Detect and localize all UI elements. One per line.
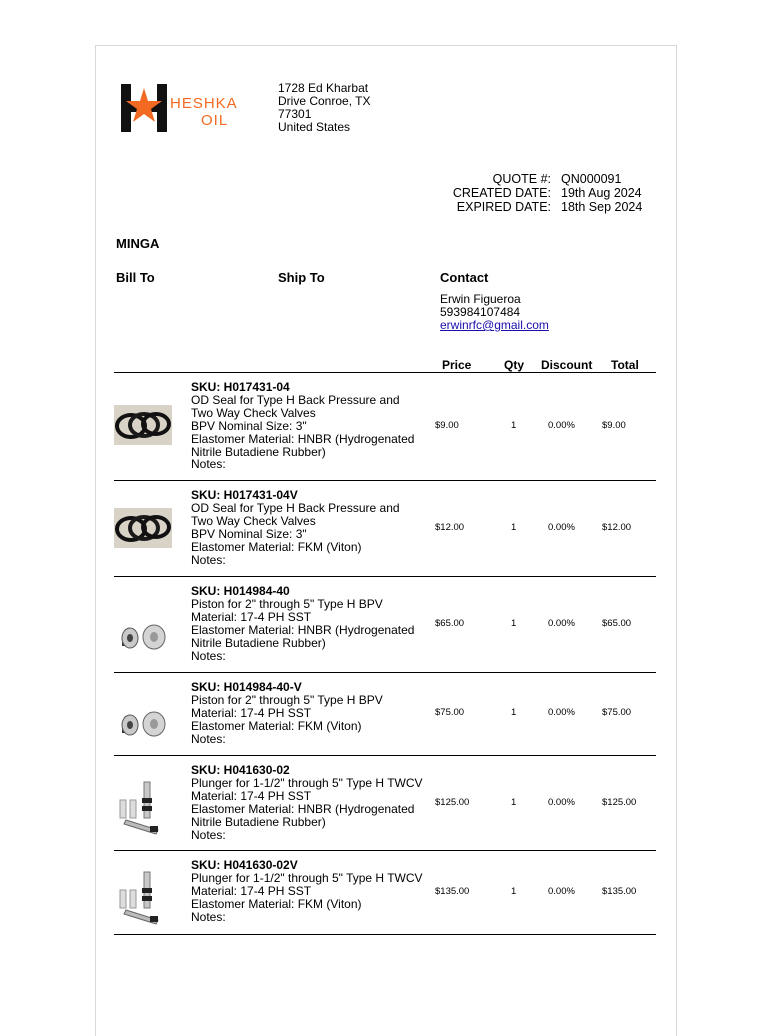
product-detail-line: OD Seal for Type H Back Pressure and [191,392,400,407]
product-description [191,764,431,841]
svg-text:OIL: OIL [201,112,229,129]
line-item-row [114,576,656,673]
product-detail-line: Elastomer Material: HNBR (Hydrogenated [191,622,415,637]
item-discount: 0.00% [548,707,575,718]
item-price: $135.00 [435,886,470,897]
product-description [191,381,431,471]
product-description [191,859,431,924]
product-detail-line: Notes: [191,457,226,472]
item-total: $65.00 [602,618,632,629]
product-sku: SKU: H014984-40 [191,584,290,598]
product-detail-line: Notes: [191,552,226,567]
ship-to-heading: Ship To [278,270,325,285]
product-detail-line: Material: 17-4 PH SST [191,883,312,898]
product-detail-line: OD Seal for Type H Back Pressure and [191,500,400,515]
product-detail-line: Elastomer Material: FKM (Viton) [191,718,362,733]
product-image [114,616,172,656]
line-item-row [114,672,656,756]
item-qty: 1 [511,420,517,431]
product-detail-line: Piston for 2" through 5" Type H BPV [191,596,383,611]
price-header: Price [442,358,472,372]
item-qty: 1 [511,797,517,808]
line-item-row [114,372,656,481]
item-discount: 0.00% [548,797,575,808]
item-discount: 0.00% [548,886,575,897]
product-detail-line: Elastomer Material: HNBR (Hydrogenated [191,801,415,816]
product-detail-line: Plunger for 1-1/2" through 5" Type H TWCV [191,775,423,790]
product-sku: SKU: H041630-02 [191,763,290,777]
product-description [191,585,431,662]
product-image [114,868,172,908]
line-item-row [114,850,656,935]
product-detail-line: Notes: [191,648,226,663]
product-detail-line: Notes: [191,909,226,924]
product-image [114,405,172,445]
item-price: $9.00 [435,420,459,431]
product-detail-line: Notes: [191,827,226,842]
product-image [114,703,172,743]
item-qty: 1 [511,618,517,629]
product-description [191,489,431,566]
product-detail-line: Two Way Check Valves [191,405,316,420]
product-detail-line: Material: 17-4 PH SST [191,705,312,720]
product-detail-line: Material: 17-4 PH SST [191,609,312,624]
item-total: $9.00 [602,420,626,431]
product-image [114,778,172,818]
product-detail-line: Plunger for 1-1/2" through 5" Type H TWCV [191,870,423,885]
product-detail-line: Material: 17-4 PH SST [191,788,312,803]
company-address: 1728 Ed Kharbat Drive Conroe, TX 77301 United States [278,81,371,134]
product-detail-line: Elastomer Material: FKM (Viton) [191,539,362,554]
line-item-row [114,755,656,851]
heshka-oil-logo [121,84,261,134]
item-total: $75.00 [602,707,632,718]
item-qty: 1 [511,886,517,897]
item-price: $65.00 [435,618,465,629]
product-detail-line: Elastomer Material: HNBR (Hydrogenated [191,431,415,446]
customer-name: MINGA [116,236,160,251]
item-price: $75.00 [435,707,465,718]
bill-to-heading: Bill To [116,270,155,285]
qty-header: Qty [504,358,525,372]
product-sku: SKU: H014984-40-V [191,680,302,694]
product-detail-line: Nitrile Butadiene Rubber) [191,444,326,459]
quote-meta: QUOTE #: QN000091 CREATED DATE: 19th Aug 2024 EXPIRED DATE: 18th Sep 2024 [452,172,643,214]
item-total: $12.00 [602,522,632,533]
product-detail-line: BPV Nominal Size: 3" [191,418,307,433]
item-price: $12.00 [435,522,465,533]
item-price: $125.00 [435,797,470,808]
product-detail-line: Notes: [191,731,226,746]
product-sku: SKU: H041630-02V [191,858,298,872]
contact-phone: 593984107484 [440,305,521,319]
item-qty: 1 [511,522,517,533]
item-discount: 0.00% [548,420,575,431]
product-sku: SKU: H017431-04V [191,488,298,502]
total-header: Total [611,358,639,372]
item-discount: 0.00% [548,522,575,533]
line-item-row [114,480,656,577]
product-sku: SKU: H017431-04 [191,380,290,394]
product-detail-line: Nitrile Butadiene Rubber) [191,635,326,650]
item-total: $125.00 [602,797,637,808]
product-detail-line: Nitrile Butadiene Rubber) [191,814,326,829]
product-description [191,681,431,746]
item-discount: 0.00% [548,618,575,629]
contact-block [440,293,549,332]
item-total: $135.00 [602,886,637,897]
contact-name: Erwin Figueroa [440,292,521,306]
contact-email-link[interactable]: erwinrfc@gmail.com [440,318,549,332]
product-detail-line: Piston for 2" through 5" Type H BPV [191,692,383,707]
svg-text:HESHKA: HESHKA [170,95,238,112]
contact-heading: Contact [440,270,489,285]
item-qty: 1 [511,707,517,718]
product-image [114,508,172,548]
product-detail-line: BPV Nominal Size: 3" [191,526,307,541]
product-detail-line: Elastomer Material: FKM (Viton) [191,896,362,911]
discount-header: Discount [541,358,593,372]
product-detail-line: Two Way Check Valves [191,513,316,528]
